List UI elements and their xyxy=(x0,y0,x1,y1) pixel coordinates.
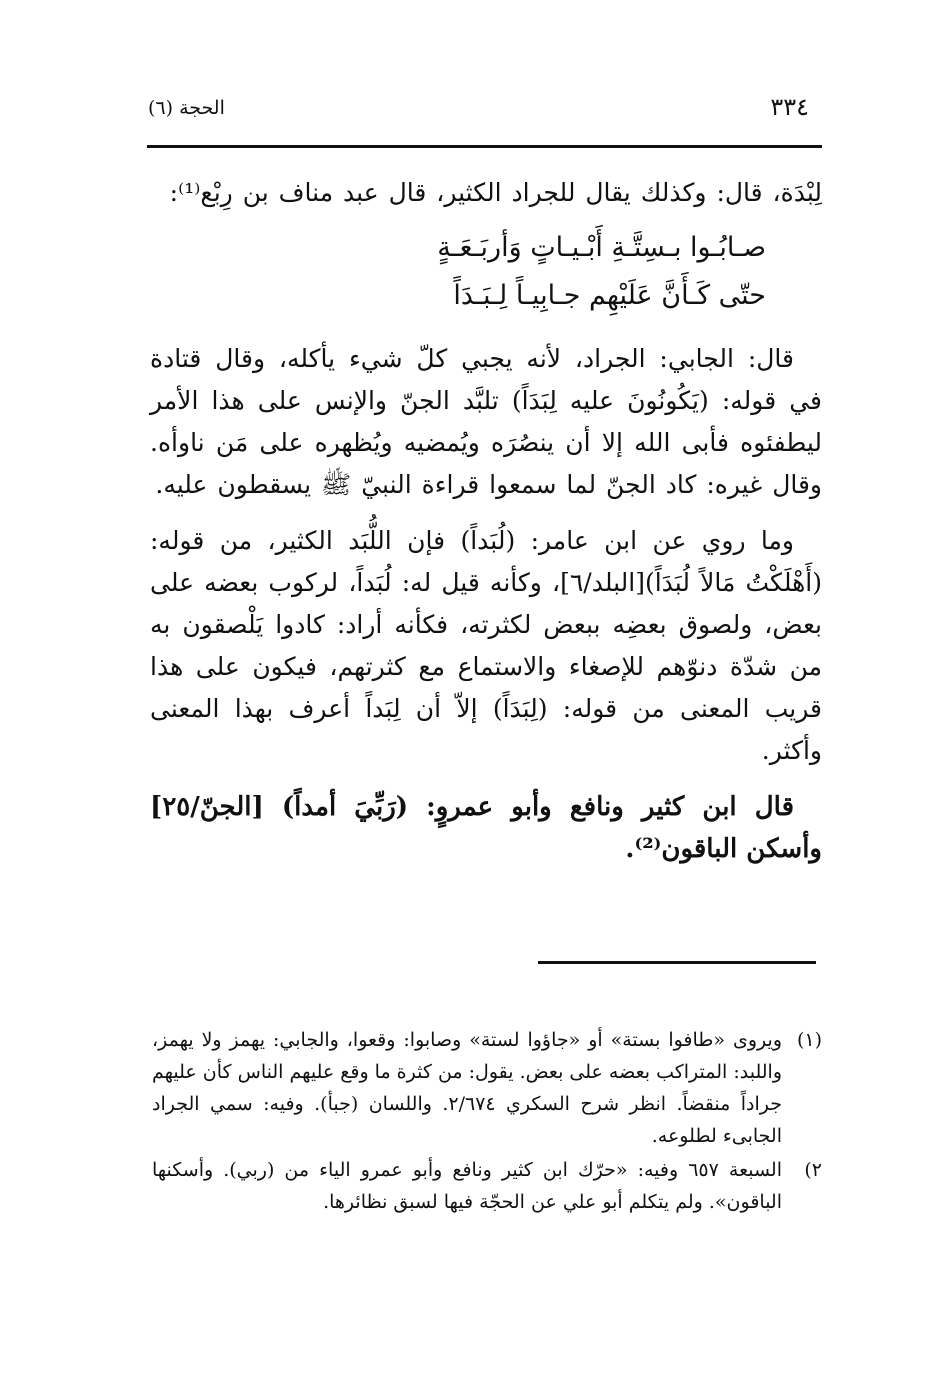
footnote-1 xyxy=(152,1024,822,1152)
footnotes xyxy=(152,1024,822,1220)
footnote-marker: ٢) xyxy=(804,1159,822,1181)
page-number: ٣٣٤ xyxy=(770,93,809,121)
header-rule xyxy=(147,145,822,148)
main-text xyxy=(150,172,822,870)
footnote-2 xyxy=(152,1154,822,1218)
paragraph-jabi: قال: الجابي: الجراد، لأنه يجبي كلّ شيء يأكله، وقال قتادة في قوله: (يَكُونُونَ عليه لِبَدَاً) تلبَّد الجنّ والإنس على هذا الأمر ليطفئوه فأبى الله إلا أن ينصُرَه ويُمضيه ويُظهره على مَن ناوأه. وقال غيره: كاد الجنّ لما سمعوا قراءة النبيّ ﷺ يسقطون عليه. xyxy=(150,344,822,499)
paragraph-ibn-amir: وما روي عن ابن عامر: (لُبَداً) فإن اللُّبَد الكثير، من قوله: (أَهْلَكْتُ مَالاً لُبَدَاً)[البلد/٦]، وكأنه قيل له: لُبَداً، لركوب بعضه على بعض، ولصوق بعضِه ببعض لكثرته، فكأنه أراد: كادوا يَلْصقون به من شدّة دنوّهم للإصغاء والاستماع مع كثرتهم، فيكون على هذا قريب المعنى من قوله: (لِبَدَاً) إلاّ أن لِبَداً أعرف بهذا المعنى وأكثر. xyxy=(150,526,823,765)
footnote-marker: (١) xyxy=(796,1029,822,1051)
footnote-text: ويروى «طافوا بستة» أو «جاؤوا لستة» وصابوا: وقعوا، والجابي: يهمز ولا يهمز، واللبد: المتراكب بعضه على بعض. يقول: من كثرة ما وقع عليهم الناس كأن عليهم جراداً منقضاً. انظر شرح السكري ٢/٦٧٤. واللسان (جبأ). وفيه: سمي الجراد الجابىء لطلوعه. xyxy=(152,1029,782,1147)
verse-line-1: صـابُـوا بـسِتَّـةِ أَبْـيـاتٍ وَأربَـعَـةٍ xyxy=(437,232,766,263)
intro-paragraph: لِبْدَة، قال: وكذلك يقال للجراد الكثير، قال عبد مناف بن رِبْع⁽¹⁾: xyxy=(169,178,822,207)
verse-line-2: حتّى كَـأَنَّ عَلَيْهِم جـابِيـاً لِـبَـدَاً xyxy=(453,280,766,311)
page-header xyxy=(140,92,809,126)
running-title: الحجة (٦) xyxy=(148,97,225,119)
footnote-text: السبعة ٦٥٧ وفيه: «حرّك ابن كثير ونافع وأبو عمرو الياء من (ربي). وأسكنها الباقون». ولم يتكلم أبو علي عن الحجّة فيها لسبق نظائرها. xyxy=(152,1159,782,1213)
footnote-separator xyxy=(538,961,816,964)
poetry-verse xyxy=(150,224,822,320)
reading-ruling: قال ابن كثير ونافع وأبو عمروٍ: (رَبِّيَ أمداً) [الجنّ/٢٥] وأسكن الباقون⁽²⁾. xyxy=(150,792,822,864)
